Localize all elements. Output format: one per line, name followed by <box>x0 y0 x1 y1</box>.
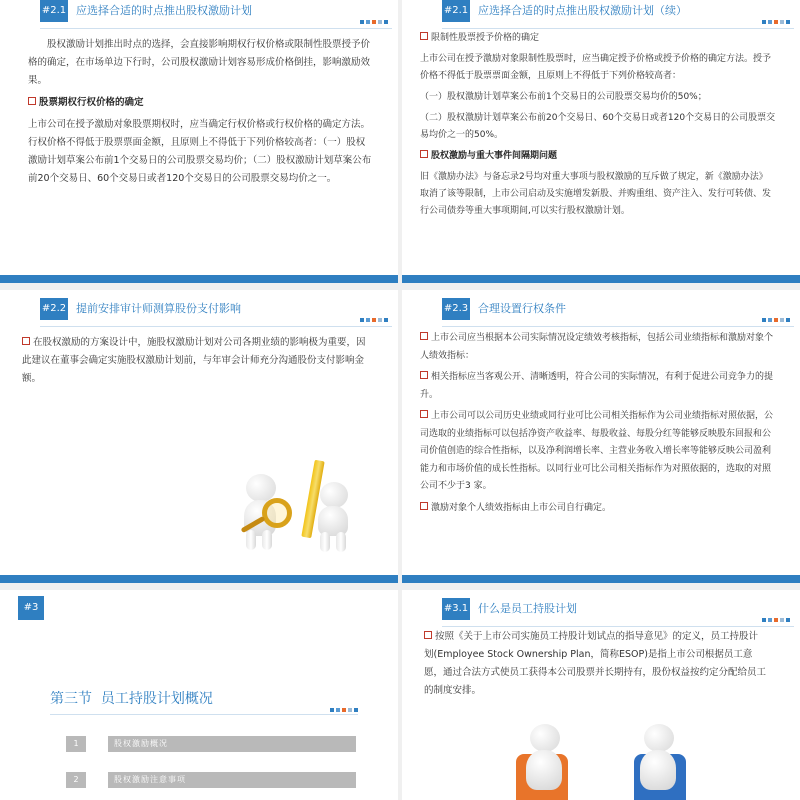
paragraph: 上市公司在授予激励对象限制性股票时，应当确定授予价格或授予价格的确定方法。授予价格不得低于股票票面金额，且原则上不得低于下列价格较高者： <box>420 54 772 81</box>
bullet-icon <box>420 333 431 343</box>
section-tag: #3.1 <box>442 598 470 620</box>
section-tag: #2.1 <box>40 0 68 22</box>
section-title: 第三节 员工持股计划概况 <box>50 691 213 707</box>
list-item: （二）股权激励计划草案公布前20个交易日、60个交易日或者120个交易日的公司股票交易均价之一的50%。 <box>420 113 776 140</box>
bottom-bar <box>0 275 398 283</box>
bottom-bar <box>402 275 800 283</box>
slide-2-1-timing <box>0 0 398 283</box>
bottom-bar <box>0 575 398 583</box>
slide-header <box>402 298 800 320</box>
header-rule <box>442 626 794 627</box>
slide-header <box>0 298 398 320</box>
subheading: 股票期权行权价格的确定 <box>28 94 374 112</box>
figure-seated-person-orange-chair-icon <box>510 720 580 800</box>
toc-label: 股权激励注意事项 <box>108 772 356 788</box>
bullet-icon <box>420 503 431 513</box>
header-rule <box>442 326 794 327</box>
paragraph: 在股权激励的方案设计中，施股权激励计划对公司各期业绩的影响极为重要，因此建议在董事会确定实施股权激励计划前，与年审会计师充分沟通股份支付影响金额。 <box>22 337 366 384</box>
slide-title: 合理设置行权条件 <box>478 302 566 315</box>
list-item: （一）股权激励计划草案公布前1个交易日的公司股票交易均价的50%； <box>420 92 707 102</box>
slide-body <box>420 30 776 224</box>
bullet-icon <box>420 33 431 43</box>
slide-body <box>28 36 374 192</box>
slide-title: 提前安排审计师测算股份支付影响 <box>76 302 241 315</box>
decor-dots-icon <box>360 318 388 322</box>
slide-title: 应选择合适的时点推出股权激励计划 <box>76 4 252 17</box>
section-tag: #2.1 <box>442 0 470 22</box>
figure-seated-person-blue-chair-icon <box>622 720 692 800</box>
header-rule <box>40 28 392 29</box>
bullet-icon <box>420 151 431 161</box>
bullet-icon <box>424 631 435 642</box>
horizontal-divider-1 <box>0 283 800 290</box>
slide-section-3 <box>0 590 398 800</box>
section-tag: #2.2 <box>40 298 68 320</box>
toc-number: 2 <box>66 772 86 788</box>
section-tag-block <box>18 596 44 620</box>
header-rule <box>40 326 392 327</box>
horizontal-divider-2 <box>0 583 800 590</box>
bullet-icon <box>420 411 431 421</box>
list-item: 激励对象个人绩效指标由上市公司自行确定。 <box>420 500 776 518</box>
decor-dots-icon <box>762 618 790 622</box>
slide-2-1-continued <box>402 0 800 283</box>
slide-3-1-esop <box>402 590 800 800</box>
toc-item-2[interactable] <box>66 772 356 788</box>
toc-number: 1 <box>66 736 86 752</box>
figure-pencil-person-icon <box>300 460 356 552</box>
subheading: 限制性股票授予价格的确定 <box>420 30 776 47</box>
decor-dots-icon <box>762 318 790 322</box>
subheading: 股权激励与重大事件间隔期问题 <box>420 148 776 165</box>
header-rule <box>442 28 794 29</box>
slide-header <box>402 0 800 22</box>
section-tag: #2.3 <box>442 298 470 320</box>
toc-item-1[interactable] <box>66 736 356 752</box>
paragraph: 股权激励计划推出时点的选择，会直接影响期权行权价格或限制性股票授予价格的确定，在市场单边下行时，公司股权激励计划容易形成价格倒挂，影响激励效果。 <box>28 39 371 86</box>
list-item: 上市公司可以公司历史业绩或同行业可比公司相关指标作为公司业绩指标对照依据，公司选取的业绩指标可以包括净资产收益率、每股收益、每股分红等能够反映股东回报和公司价值创造的综合性指标，以及净利润增长率、主营业务收入增长率等能够反映公司盈利能力和市场价值的成长性指标。以同行业可比公司相关指标作为对照依据的，选取的对照公司不少于3 家。 <box>420 411 774 491</box>
bullet-icon <box>22 337 33 348</box>
list-item: 相关指标应当客观公开、清晰透明，符合公司的实际情况，有利于促进公司竞争力的提升。 <box>420 372 774 400</box>
slide-2-2-auditor <box>0 290 398 583</box>
decor-dots-icon <box>360 20 388 24</box>
slide-header <box>0 0 398 22</box>
bullet-icon <box>420 372 431 382</box>
toc-label: 股权激励概况 <box>108 736 356 752</box>
decor-dots-icon <box>330 708 358 712</box>
slide-header <box>402 598 800 620</box>
paragraph: 按照《关于上市公司实施员工持股计划试点的指导意见》的定义，员工持股计划(Employee Stock Ownership Plan，简称ESOP)是指上市公司根据员工意愿，通过合法方式使员工获得本公司股票并长期持有，股份权益按约定分配给员工的制度安排。 <box>424 631 767 696</box>
bullet-icon <box>28 97 39 108</box>
list-item: 上市公司应当根据本公司实际情况设定绩效考核指标，包括公司业绩指标和激励对象个人绩效指标： <box>420 333 774 361</box>
slide-title: 什么是员工持股计划 <box>478 602 577 615</box>
slide-body <box>420 330 776 521</box>
figure-magnifier-person-icon <box>232 468 302 550</box>
slide-title: 应选择合适的时点推出股权激励计划（续） <box>478 4 687 17</box>
section-tag: #3 <box>23 602 39 613</box>
paragraph: 上市公司在授予激励对象股票期权时，应当确定行权价格或行权价格的确定方法。行权价格不得低于股票票面金额，且原则上不得低于下列价格较高者：（一）股权激励计划草案公布前1个交易日的公司股票交易均价；（二）股权激励计划草案公布前20个交易日、60个交易日或者120个交易日的公司股票交易均价之一。 <box>28 119 372 184</box>
bottom-bar <box>402 575 800 583</box>
paragraph: 旧《激励办法》与备忘录2号均对重大事项与股权激励的互斥做了规定，新《激励办法》取消了该等限制，上市公司启动及实施增发新股、并购重组、资产注入、发行可转债、发行公司债券等重大事项期间,可以实行股权激励计划。 <box>420 172 772 216</box>
slide-body <box>424 628 766 704</box>
slide-2-3-conditions <box>402 290 800 583</box>
slide-body <box>22 334 372 392</box>
section-title-rule <box>50 714 358 715</box>
decor-dots-icon <box>762 20 790 24</box>
